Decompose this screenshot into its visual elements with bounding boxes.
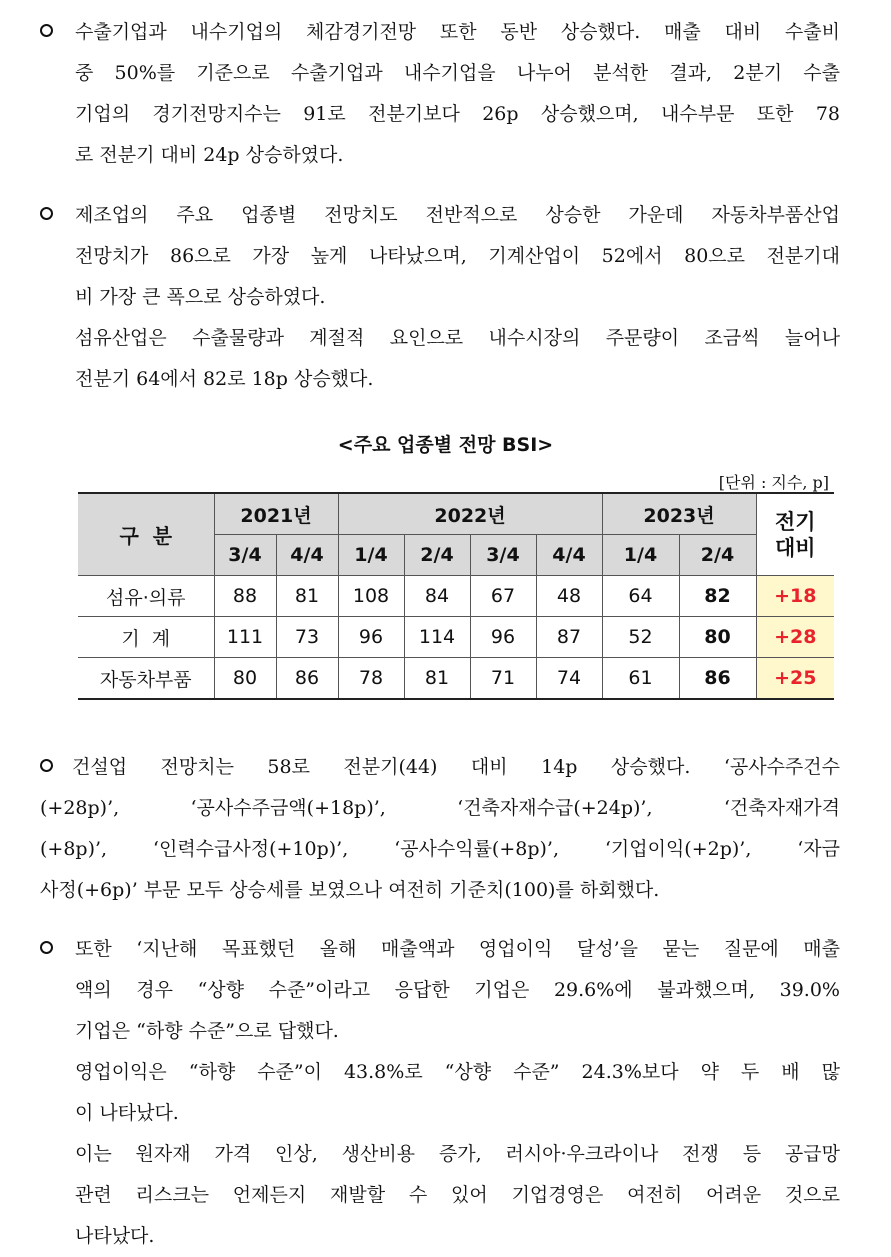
header-year-2023: 2023년	[602, 493, 756, 535]
text-line: 로 전분기 대비 24p 상승하였다.	[75, 144, 344, 166]
table-cell: 96	[470, 617, 536, 658]
paragraph-export-domestic	[40, 12, 840, 176]
table-cell: 111	[214, 617, 276, 658]
change-cell: +28	[756, 617, 834, 658]
header-quarter: 2/4	[679, 535, 756, 576]
header-year-2022: 2022년	[338, 493, 602, 535]
header-year-2021: 2021년	[214, 493, 338, 535]
header-change-label: 전기 대비	[774, 509, 816, 560]
table-row	[78, 576, 834, 617]
bsi-table	[78, 492, 834, 700]
text-line: (+8p)’, ‘인력수급사정(+10p)’, ‘공사수익률(+8p)’, ‘기업이익(+2p)’, ‘자금	[40, 838, 840, 860]
text-line: 사정(+6p)’ 부문 모두 상승세를 보였으나 여전히 기준치(100)를 하회했다.	[40, 879, 660, 901]
table-cell: 108	[338, 576, 404, 617]
text-line: 기업은 “하향 수준”으로 답했다.	[75, 1020, 339, 1042]
text-line: 비 가장 큰 폭으로 상승하였다.	[75, 286, 326, 308]
row-label: 기 계	[78, 617, 214, 658]
table-row	[78, 617, 834, 658]
table-unit: [단위 : 지수, p]	[718, 473, 829, 492]
text-line: 수출기업과 내수기업의 체감경기전망 또한 동반 상승했다. 매출 대비 수출비	[75, 21, 840, 43]
text-line: (+28p)’, ‘공사수주금액(+18p)’, ‘건축자재수급(+24p)’, ‘건축자재가격	[40, 797, 840, 819]
text-line: 이 나타났다.	[75, 1102, 179, 1124]
row-label: 섬유·의류	[78, 576, 214, 617]
paragraph-manufacturing-sectors	[40, 195, 840, 400]
header-quarter: 1/4	[338, 535, 404, 576]
table-cell: 114	[404, 617, 470, 658]
table-cell: 96	[338, 617, 404, 658]
row-label: 자동차부품	[78, 658, 214, 700]
paragraph-construction	[40, 747, 840, 911]
table-cell: 78	[338, 658, 404, 700]
text-line: 또한 ‘지난해 목표했던 올해 매출액과 영업이익 달성’을 묻는 질문에 매출	[75, 938, 840, 960]
table-cell: 87	[536, 617, 602, 658]
header-category: 구 분	[78, 493, 214, 576]
table-cell: 80	[214, 658, 276, 700]
table-cell-latest: 80	[679, 617, 756, 658]
text-line: 나타났다.	[75, 1225, 155, 1247]
header-quarter: 3/4	[214, 535, 276, 576]
table-cell: 67	[470, 576, 536, 617]
table-cell: 81	[404, 658, 470, 700]
table-cell: 73	[276, 617, 338, 658]
table-cell: 64	[602, 576, 679, 617]
paragraph-sales-profit	[40, 929, 840, 1257]
text-line: 중 50%를 기준으로 수출기업과 내수기업을 나누어 분석한 결과, 2분기 수출	[75, 62, 840, 84]
table-row	[78, 658, 834, 700]
table-cell: 86	[276, 658, 338, 700]
change-cell: +25	[756, 658, 834, 700]
table-title: <주요 업종별 전망 BSI>	[337, 434, 554, 456]
text-line: 전분기 64에서 82로 18p 상승했다.	[75, 368, 374, 390]
table-cell: 84	[404, 576, 470, 617]
table-cell: 48	[536, 576, 602, 617]
table-cell: 61	[602, 658, 679, 700]
table-cell: 74	[536, 658, 602, 700]
header-quarter: 3/4	[470, 535, 536, 576]
text-line: 제조업의 주요 업종별 전망치도 전반적으로 상승한 가운데 자동차부품산업	[75, 204, 840, 226]
table-cell: 81	[276, 576, 338, 617]
header-change	[756, 493, 834, 576]
text-line: 섬유산업은 수출물량과 계절적 요인으로 내수시장의 주문량이 조금씩 늘어나	[75, 327, 840, 349]
text-line: 건설업 전망치는 58로 전분기(44) 대비 14p 상승했다. ‘공사수주건수	[72, 756, 840, 778]
text-line: 관련 리스크는 언제든지 재발할 수 있어 기업경영은 여전히 어려운 것으로	[75, 1184, 840, 1206]
header-quarter: 4/4	[276, 535, 338, 576]
table-cell: 88	[214, 576, 276, 617]
change-cell: +18	[756, 576, 834, 617]
text-line: 이는 원자재 가격 인상, 생산비용 증가, 러시아·우크라이나 전쟁 등 공급망	[75, 1143, 840, 1165]
table-cell-latest: 82	[679, 576, 756, 617]
text-line: 전망치가 86으로 가장 높게 나타났으며, 기계산업이 52에서 80으로 전분기대	[75, 245, 840, 267]
header-quarter: 1/4	[602, 535, 679, 576]
table-cell-latest: 86	[679, 658, 756, 700]
text-line: 영업이익은 “하향 수준”이 43.8%로 “상향 수준” 24.3%보다 약 두 배 많	[75, 1061, 840, 1083]
table-cell: 52	[602, 617, 679, 658]
text-line: 액의 경우 “상향 수준”이라고 응답한 기업은 29.6%에 불과했으며, 39.0%	[75, 979, 840, 1001]
table-cell: 71	[470, 658, 536, 700]
text-line: 기업의 경기전망지수는 91로 전분기보다 26p 상승했으며, 내수부문 또한 78	[75, 103, 840, 125]
header-quarter: 2/4	[404, 535, 470, 576]
header-quarter: 4/4	[536, 535, 602, 576]
